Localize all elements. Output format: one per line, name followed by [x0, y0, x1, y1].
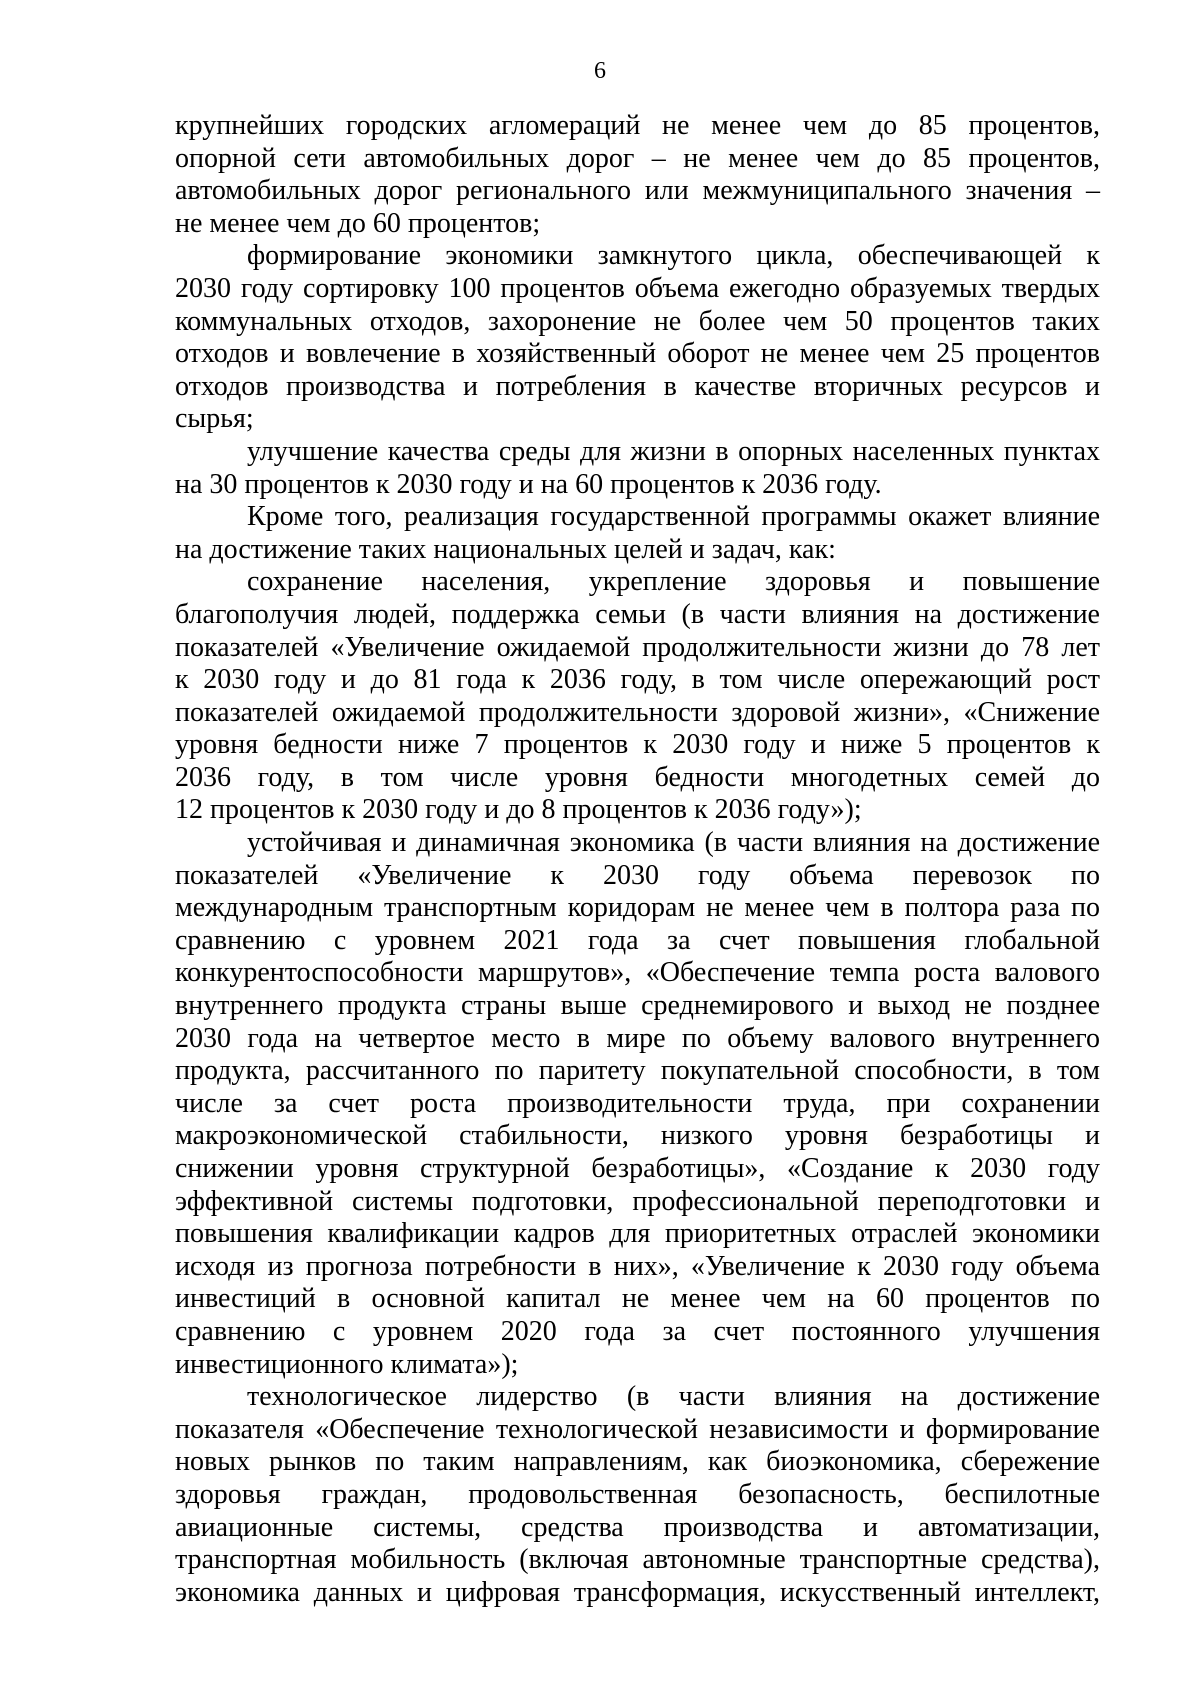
- text-line: сохранение населения, укрепление здоровья и повышение: [247, 566, 1100, 598]
- text-line: на достижение таких национальных целей и задач, как:: [175, 533, 836, 565]
- text-line: экономика данных и цифровая трансформация, искусственный интеллект,: [175, 1576, 1100, 1608]
- text-line: инвестиционного климата»);: [175, 1348, 519, 1380]
- text-line: 2036 году, в том числе уровня бедности многодетных семей до: [175, 761, 1100, 793]
- text-line: международным транспортным коридорам не менее чем в полтора раза по: [175, 892, 1100, 924]
- text-line: здоровья граждан, продовольственная безопасность, беспилотные: [175, 1478, 1100, 1510]
- text-line: сырья;: [175, 403, 254, 435]
- text-line: показателей «Увеличение ожидаемой продолжительности жизни до 78 лет: [175, 631, 1100, 663]
- text-line: числе за счет роста производительности труда, при сохранении: [175, 1087, 1100, 1119]
- text-line: внутреннего продукта страны выше среднемирового и выход не позднее: [175, 990, 1100, 1022]
- text-line: к 2030 году и до 81 года к 2036 году, в том числе опережающий рост: [175, 664, 1100, 696]
- text-line: Кроме того, реализация государственной программы окажет влияние: [247, 501, 1100, 533]
- text-line: отходов производства и потребления в качестве вторичных ресурсов и: [175, 370, 1100, 402]
- text-line: крупнейших городских агломераций не менее чем до 85 процентов,: [175, 110, 1100, 141]
- text-line: уровня бедности ниже 7 процентов к 2030 году и ниже 5 процентов к: [175, 729, 1100, 761]
- text-line: исходя из прогноза потребности в них», «Увеличение к 2030 году объема: [175, 1250, 1100, 1282]
- text-line: благополучия людей, поддержка семьи (в части влияния на достижение: [175, 598, 1100, 630]
- text-line: устойчивая и динамичная экономика (в части влияния на достижение: [247, 827, 1100, 859]
- text-line: макроэкономической стабильности, низкого уровня безработицы и: [175, 1120, 1100, 1152]
- text-line: отходов и вовлечение в хозяйственный оборот не менее чем 25 процентов: [175, 338, 1100, 370]
- text-line: коммунальных отходов, захоронение не более чем 50 процентов таких: [175, 305, 1100, 337]
- text-line: показателей «Увеличение к 2030 году объема перевозок по: [175, 859, 1100, 891]
- text-line: эффективной системы подготовки, профессиональной переподготовки и: [175, 1185, 1100, 1217]
- text-line: улучшение качества среды для жизни в опорных населенных пунктах: [247, 435, 1100, 467]
- text-line: транспортная мобильность (включая автономные транспортные средства),: [175, 1544, 1100, 1576]
- text-line: снижении уровня структурной безработицы», «Создание к 2030 году: [175, 1153, 1100, 1184]
- text-line: формирование экономики замкнутого цикла, обеспечивающей к: [247, 240, 1100, 272]
- text-line: сравнению с уровнем 2021 года за счет повышения глобальной: [175, 924, 1100, 956]
- text-line: не менее чем до 60 процентов;: [175, 207, 541, 239]
- text-line: показателей ожидаемой продолжительности здоровой жизни», «Снижение: [175, 696, 1100, 728]
- text-line: новых рынков по таким направлениям, как биоэкономика, сбережение: [175, 1446, 1100, 1478]
- text-line: инвестиций в основной капитал не менее чем на 60 процентов по: [175, 1283, 1100, 1315]
- document-body: [175, 110, 1100, 1609]
- text-line: сравнению с уровнем 2020 года за счет постоянного улучшения: [175, 1315, 1100, 1347]
- text-line: автомобильных дорог регионального или межмуниципального значения –: [175, 175, 1100, 207]
- text-line: 2030 году сортировку 100 процентов объема ежегодно образуемых твердых: [175, 272, 1100, 304]
- text-line: 2030 года на четвертое место в мире по объему валового внутреннего: [175, 1022, 1100, 1054]
- text-line: продукта, рассчитанного по паритету покупательной способности, в том: [175, 1055, 1100, 1087]
- text-line: технологическое лидерство (в части влияния на достижение: [247, 1381, 1100, 1413]
- text-line: на 30 процентов к 2030 году и на 60 процентов к 2036 году.: [175, 468, 882, 500]
- text-line: конкурентоспособности маршрутов», «Обеспечение темпа роста валового: [175, 957, 1100, 989]
- text-line: показателя «Обеспечение технологической независимости и формирование: [175, 1413, 1100, 1445]
- text-line: авиационные системы, средства производства и автоматизации,: [175, 1511, 1100, 1543]
- page-number: 6: [594, 58, 606, 84]
- text-line: опорной сети автомобильных дорог – не менее чем до 85 процентов,: [175, 142, 1100, 174]
- text-line: повышения квалификации кадров для приоритетных отраслей экономики: [175, 1218, 1100, 1250]
- text-line: 12 процентов к 2030 году и до 8 процентов к 2036 году»);: [175, 794, 862, 826]
